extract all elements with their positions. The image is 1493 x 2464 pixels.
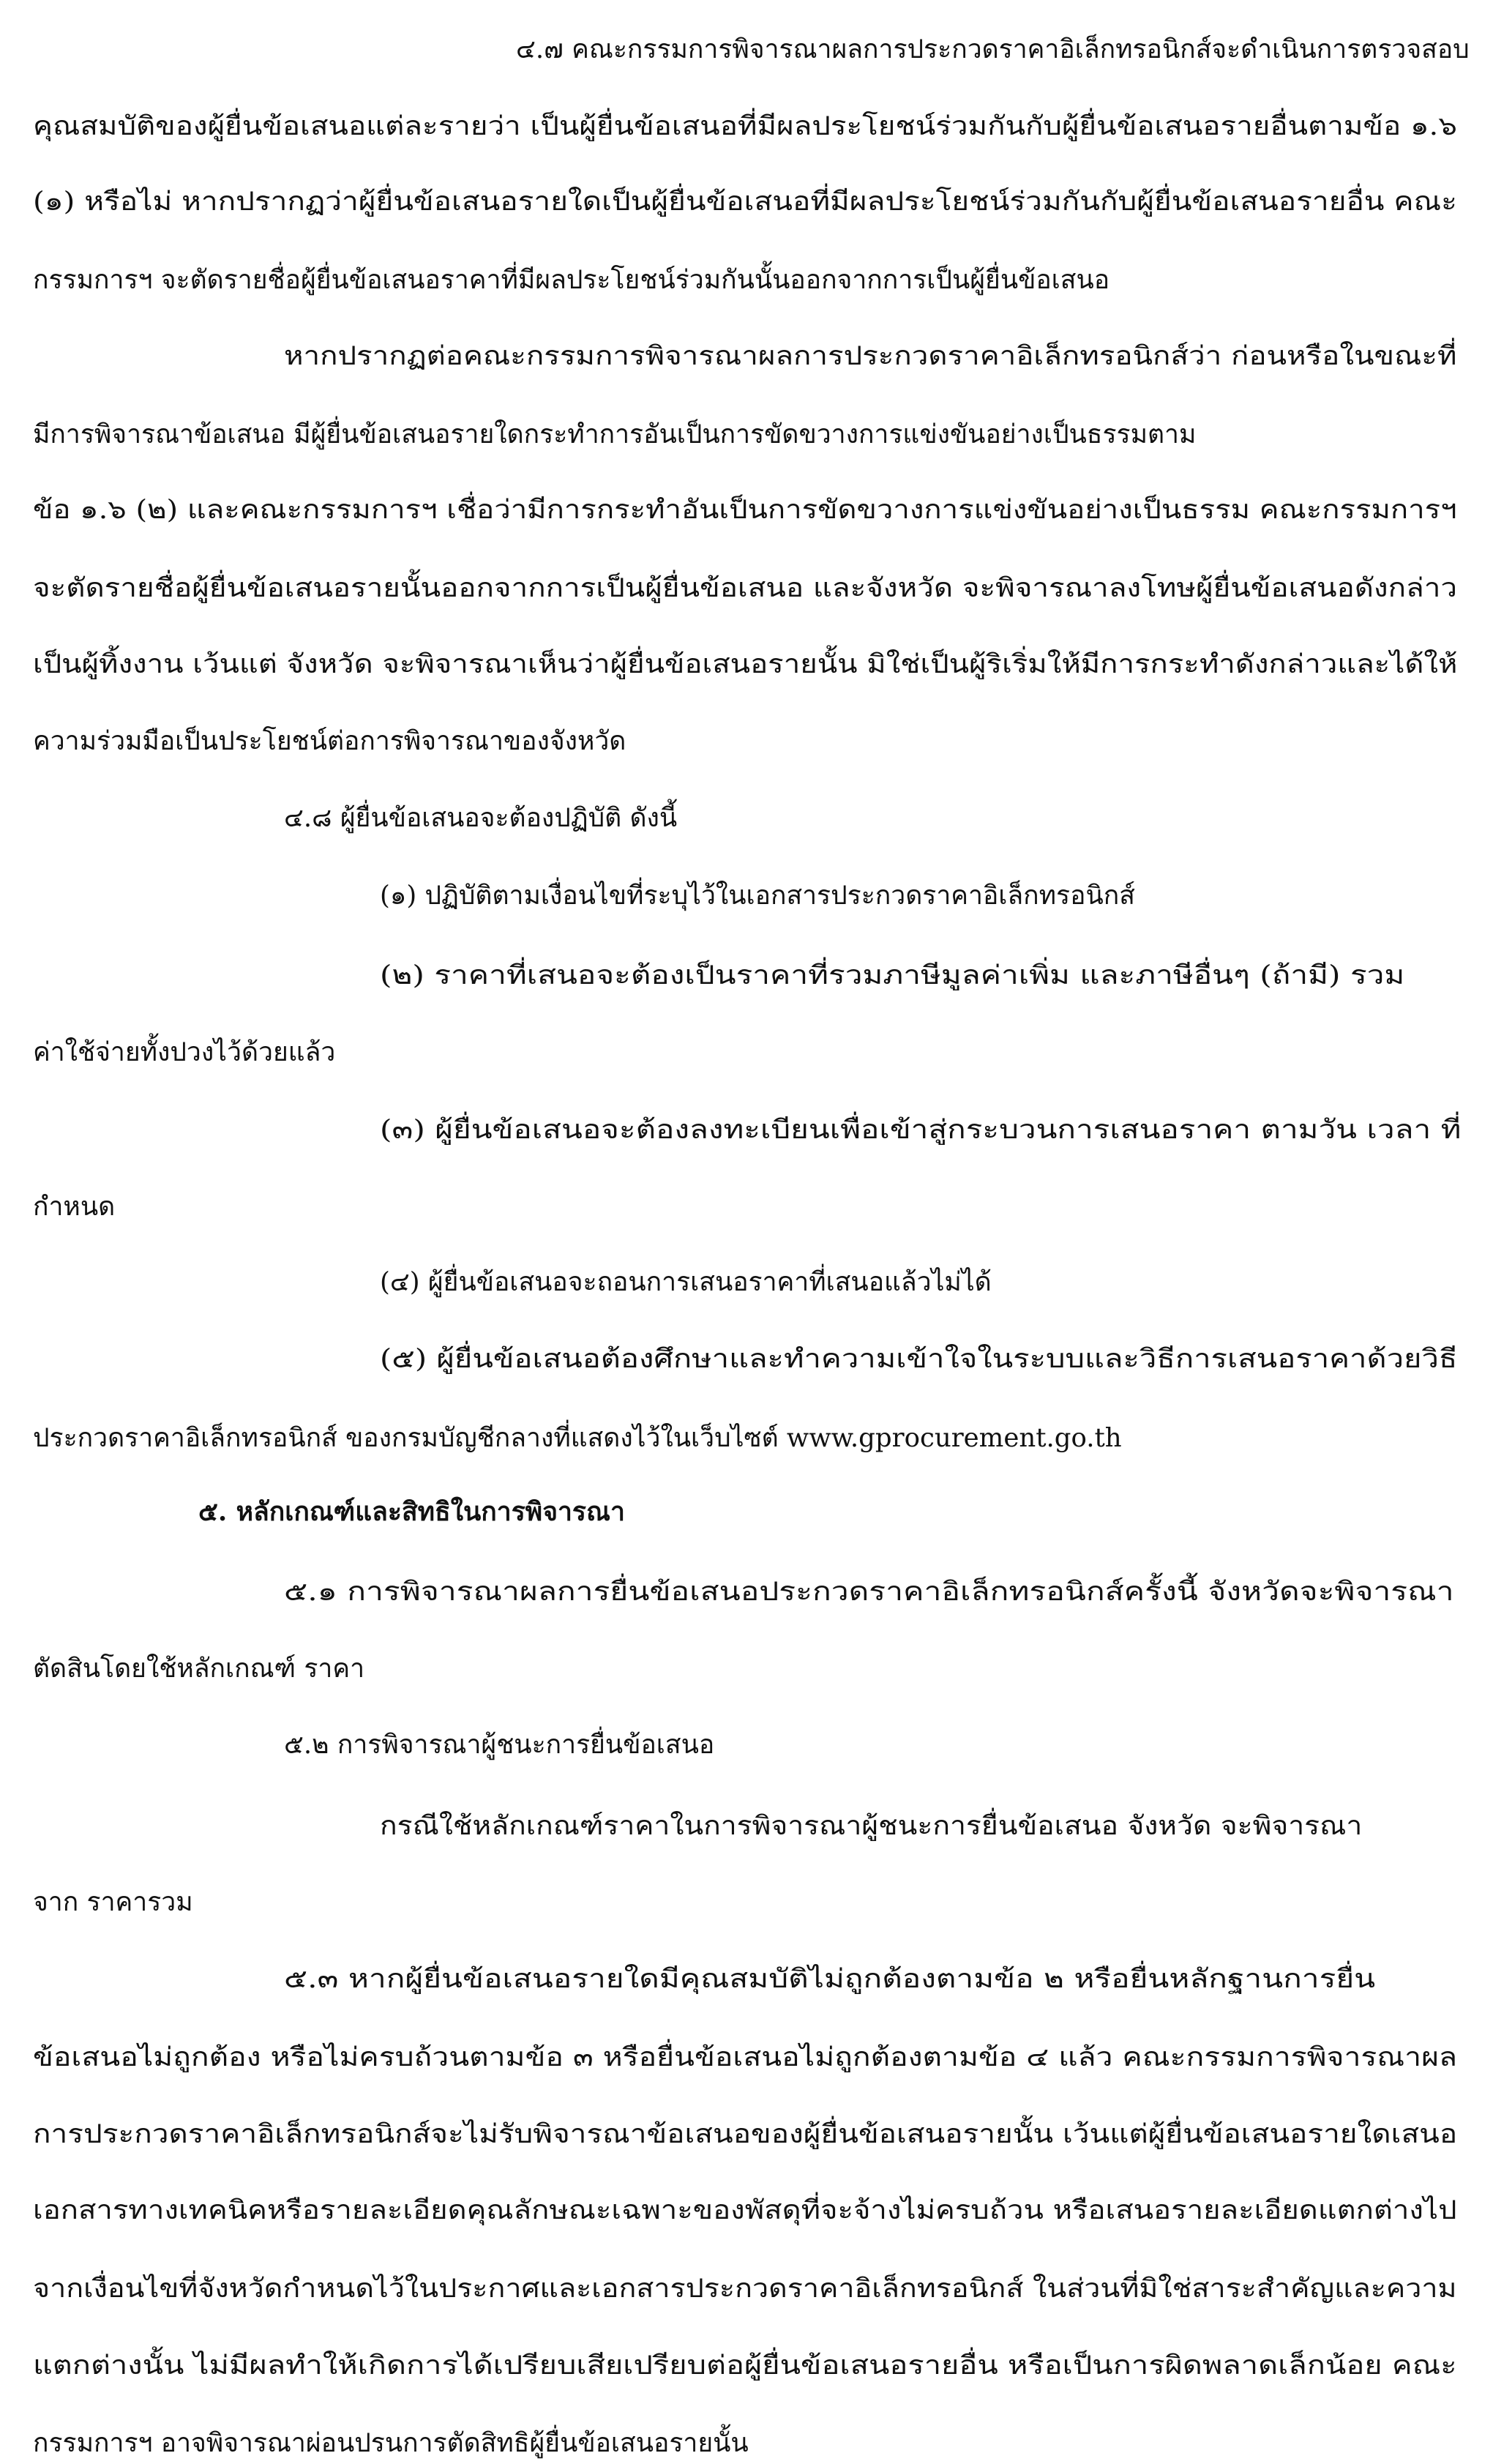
text-line: ข้อเสนอไม่ถูกต้อง หรือไม่ครบถ้วนตามข้อ ๓ หรือยื่นข้อเสนอไม่ถูกต้องตามข้อ ๔ แล้ว คณะกรรมการพิจารณาผล — [33, 2042, 1458, 2072]
text-line: ตัดสินโดยใช้หลักเกณฑ์ ราคา — [33, 1654, 365, 1684]
text-line: จาก ราคารวม — [33, 1887, 193, 1917]
text-line: (๑) หรือไม่ หากปรากฏว่าผู้ยื่นข้อเสนอรายใดเป็นผู้ยื่นข้อเสนอที่มีผลประโยชน์ร่วมกันกับผู้ยื่นข้อเสนอรายอื่น คณะ — [33, 187, 1457, 217]
text-line: หากปรากฏต่อคณะกรรมการพิจารณาผลการประกวดราคาอิเล็กทรอนิกส์ว่า ก่อนหรือในขณะที่ — [284, 341, 1457, 371]
text-line: กรณีใช้หลักเกณฑ์ราคาในการพิจารณาผู้ชนะการยื่นข้อเสนอ จังหวัด จะพิจารณา — [380, 1811, 1363, 1841]
text-line: จากเงื่อนไขที่จังหวัดกำหนดไว้ในประกาศและเอกสารประกวดราคาอิเล็กทรอนิกส์ ในส่วนที่มิใช่สาระสำคัญและความ — [33, 2274, 1457, 2304]
text-line: (๑) ปฏิบัติตามเงื่อนไขที่ระบุไว้ในเอกสารประกวดราคาอิเล็กทรอนิกส์ — [380, 881, 1135, 911]
text-line: ๕.๒ การพิจารณาผู้ชนะการยื่นข้อเสนอ — [284, 1730, 715, 1760]
text-line: ประกวดราคาอิเล็กทรอนิกส์ ของกรมบัญชีกลางที่แสดงไว้ในเว็บไซต์ www.gprocurement.go.th — [33, 1423, 1122, 1453]
text-line: มีการพิจารณาข้อเสนอ มีผู้ยื่นข้อเสนอรายใดกระทำการอันเป็นการขัดขวางการแข่งขันอย่างเป็นธรรมตาม — [33, 419, 1197, 449]
text-line: ข้อ ๑.๖ (๒) และคณะกรรมการฯ เชื่อว่ามีการกระทำอันเป็นการขัดขวางการแข่งขันอย่างเป็นธรรม คณะกรรมการฯ — [33, 495, 1457, 525]
text-line: คุณสมบัติของผู้ยื่นข้อเสนอแต่ละรายว่า เป็นผู้ยื่นข้อเสนอที่มีผลประโยชน์ร่วมกันกับผู้ยื่นข้อเสนอรายอื่นตามข้อ ๑.๖ — [33, 111, 1457, 141]
text-line: (๔) ผู้ยื่นข้อเสนอจะถอนการเสนอราคาที่เสนอแล้วไม่ได้ — [380, 1267, 992, 1297]
text-line: ๕.๓ หากผู้ยื่นข้อเสนอรายใดมีคุณสมบัติไม่ถูกต้องตามข้อ ๒ หรือยื่นหลักฐานการยื่น — [284, 1964, 1376, 1994]
text-line: กำหนด — [33, 1192, 116, 1222]
text-line: จะตัดรายชื่อผู้ยื่นข้อเสนอรายนั้นออกจากการเป็นผู้ยื่นข้อเสนอ และจังหวัด จะพิจารณาลงโทษผู้ยื่นข้อเสนอดังกล่าว — [33, 573, 1458, 603]
text-line: การประกวดราคาอิเล็กทรอนิกส์จะไม่รับพิจารณาข้อเสนอของผู้ยื่นข้อเสนอรายนั้น เว้นแต่ผู้ยื่นข้อเสนอรายใดเสนอ — [33, 2119, 1458, 2149]
text-line: เอกสารทางเทคนิคหรือรายละเอียดคุณลักษณะเฉพาะของพัสดุที่จะจ้างไม่ครบถ้วน หรือเสนอรายละเอียดแตกต่างไป — [33, 2195, 1457, 2225]
text-line: กรรมการฯ อาจพิจารณาผ่อนปรนการตัดสิทธิผู้ยื่นข้อเสนอรายนั้น — [33, 2428, 749, 2458]
text-line: ความร่วมมือเป็นประโยชน์ต่อการพิจารณาของจังหวัด — [33, 726, 626, 756]
section-heading: ๕. หลักเกณฑ์และสิทธิในการพิจารณา — [198, 1497, 625, 1527]
text-line: (๒) ราคาที่เสนอจะต้องเป็นราคาที่รวมภาษีมูลค่าเพิ่ม และภาษีอื่นๆ (ถ้ามี) รวม — [380, 960, 1405, 990]
text-line: กรรมการฯ จะตัดรายชื่อผู้ยื่นข้อเสนอราคาที่มีผลประโยชน์ร่วมกันนั้นออกจากการเป็นผู้ยื่นข้อเสนอ — [33, 265, 1110, 295]
text-line: (๕) ผู้ยื่นข้อเสนอต้องศึกษาและทำความเข้าใจในระบบและวิธีการเสนอราคาด้วยวิธี — [380, 1344, 1458, 1374]
text-line: ๕.๑ การพิจารณาผลการยื่นข้อเสนอประกวดราคาอิเล็กทรอนิกส์ครั้งนี้ จังหวัดจะพิจารณา — [284, 1577, 1454, 1607]
text-line: เป็นผู้ทิ้งงาน เว้นแต่ จังหวัด จะพิจารณาเห็นว่าผู้ยื่นข้อเสนอรายนั้น มิใช่เป็นผู้ริเริ่มให้มีการกระทำดังกล่าวและได้ให้ — [33, 649, 1458, 679]
text-line: (๓) ผู้ยื่นข้อเสนอจะต้องลงทะเบียนเพื่อเข้าสู่กระบวนการเสนอราคา ตามวัน เวลา ที่ — [380, 1115, 1462, 1145]
text-line: แตกต่างนั้น ไม่มีผลทำให้เกิดการได้เปรียบเสียเปรียบต่อผู้ยื่นข้อเสนอรายอื่น หรือเป็นการผิดพลาดเล็กน้อย คณะ — [33, 2351, 1457, 2381]
text-line: ค่าใช้จ่ายทั้งปวงไว้ด้วยแล้ว — [33, 1037, 336, 1067]
text-line: ๔.๗ คณะกรรมการพิจารณาผลการประกวดราคาอิเล็กทรอนิกส์จะดำเนินการตรวจสอบ — [516, 34, 1470, 64]
text-line: ๔.๘ ผู้ยื่นข้อเสนอจะต้องปฏิบัติ ดังนี้ — [284, 803, 678, 833]
